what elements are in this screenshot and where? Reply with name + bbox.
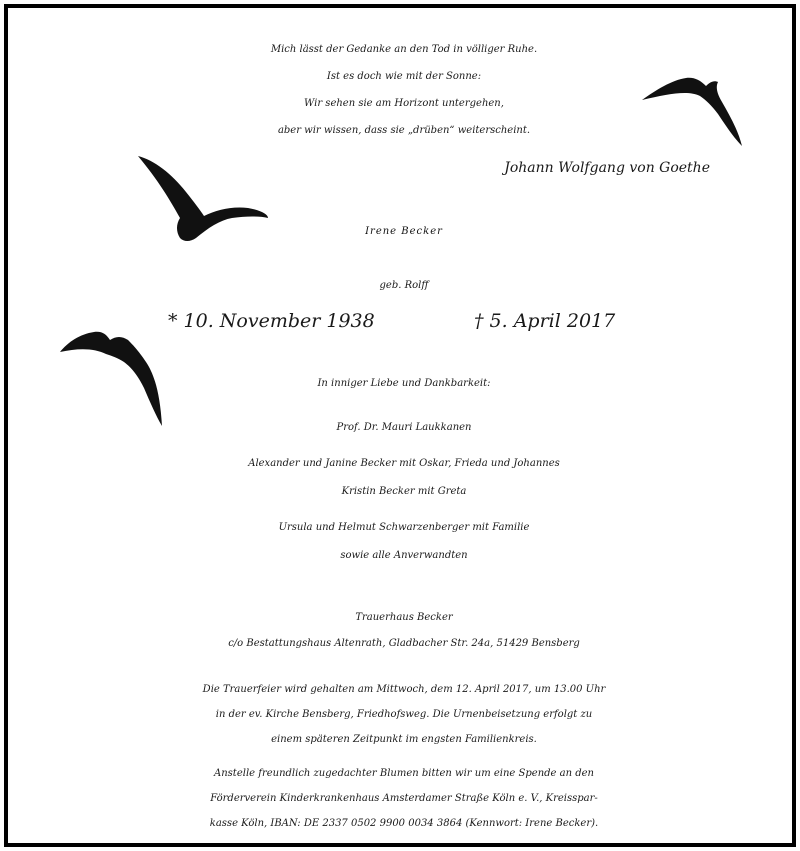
quote-line: Wir sehen sie am Horizont untergehen,: [304, 98, 504, 109]
mourner-line: Prof. Dr. Mauri Laukkanen: [336, 422, 472, 433]
ceremony-line: Die Trauerfeier wird gehalten am Mittwoch, dem 12. April 2017, um 13.00 Uhr: [202, 684, 606, 695]
birth-name: geb. Rolff: [379, 280, 429, 291]
quote-line: aber wir wissen, dass sie „drüben“ weiterscheint.: [277, 125, 531, 136]
quote-author: Johann Wolfgang von Goethe: [504, 160, 710, 176]
quote-line: Mich lässt der Gedanke an den Tod in völliger Ruhe.: [270, 44, 538, 55]
donation-line: Anstelle freundlich zugedachter Blumen bitten wir um eine Spende an den: [214, 768, 594, 779]
birth-date: * 10. November 1938: [168, 310, 375, 332]
donation-line: kasse Köln, IBAN: DE 2337 0502 9900 0034 3864 (Kennwort: Irene Becker).: [209, 818, 599, 829]
death-date: † 5. April 2017: [474, 310, 616, 332]
deceased-name: Irene Becker: [365, 226, 443, 237]
seagull-icon: [638, 68, 748, 150]
mourner-line: Ursula und Helmut Schwarzenberger mit Familie: [278, 522, 530, 533]
quote-line: Ist es doch wie mit der Sonne:: [326, 71, 482, 82]
donation-line: Förderverein Kinderkrankenhaus Amsterdamer Straße Köln e. V., Kreisspar-: [210, 793, 598, 804]
obituary-card: [4, 4, 796, 847]
mourner-line: sowie alle Anverwandten: [340, 550, 468, 561]
ceremony-line: einem späteren Zeitpunkt im engsten Familienkreis.: [271, 734, 537, 745]
mourners-intro: In inniger Liebe und Dankbarkeit:: [317, 378, 491, 389]
address-line: Trauerhaus Becker: [355, 612, 453, 623]
mourner-line: Kristin Becker mit Greta: [341, 486, 467, 497]
address-line: c/o Bestattungshaus Altenrath, Gladbacher Str. 24a, 51429 Bensberg: [228, 638, 580, 649]
mourner-line: Alexander und Janine Becker mit Oskar, Frieda und Johannes: [248, 458, 560, 469]
ceremony-line: in der ev. Kirche Bensberg, Friedhofsweg. Die Urnenbeisetzung erfolgt zu: [215, 709, 593, 720]
